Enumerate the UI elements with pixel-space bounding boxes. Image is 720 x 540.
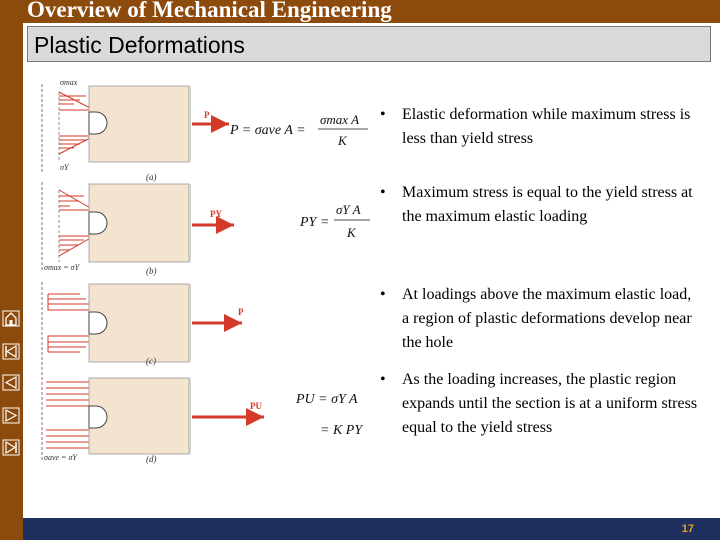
eq1-num: σmax A [320,112,360,127]
eq1-lhs: P = σave A = [230,123,306,138]
panel-d-load: PU [250,401,262,411]
bullet-text: At loadings above the maximum elastic load, a region of plastic deformations develop near the hole [402,286,692,351]
bullet-dot: • [380,286,386,303]
panel-b [42,182,234,276]
course-title: Overview of Mechanical Engineering [27,0,392,22]
panel-a [42,78,229,182]
eq2-lhs: PY = [300,215,330,230]
page-number: 17 [681,523,694,535]
first-slide-icon[interactable] [2,343,20,360]
left-decor-band [0,0,23,540]
panel-d [42,372,264,464]
bullet-dot: • [380,184,386,201]
panel-c-label: (c) [146,356,156,366]
slide-title: Plastic Deformations [34,32,245,58]
eq3-line1: PU = σY A [296,392,358,407]
panel-b-label: (b) [146,266,157,276]
home-icon[interactable] [2,310,20,327]
panel-a-label: (a) [146,172,157,182]
bullet-text: As the loading increases, the plastic region expands until the section is at a uniform stress equal to the yield stress [402,371,698,436]
panel-d-label: (d) [146,454,157,464]
panel-c-load: P [238,307,244,317]
bullet-dot: • [380,371,386,388]
bullet-dot: • [380,106,386,123]
panel-b-load: PY [210,209,222,219]
plastic-deformation-figure [34,72,374,472]
eq2-den: K [347,225,356,240]
bullet-text: Elastic deformation while maximum stress is less than yield stress [402,106,691,147]
equations [229,112,370,438]
bullet-text: Maximum stress is equal to the yield stress at the maximum elastic loading [402,184,693,225]
panel-d-bottom-label: σave = σY [44,453,77,462]
eq2-num: σY A [336,202,361,217]
panel-a-load: P [204,110,210,120]
panel-b-bottom-label: σmax = σY [44,263,80,272]
eq1-den: K [338,133,347,148]
eq3-line2: = K PY [320,423,363,438]
previous-slide-icon[interactable] [2,374,20,391]
panel-a-bottom-label: σY [60,163,69,172]
footer-bar [23,518,720,540]
panel-c [42,282,244,372]
next-slide-icon[interactable] [2,407,20,424]
panel-a-top-label: σmax [60,78,78,87]
last-slide-icon[interactable] [2,439,20,456]
